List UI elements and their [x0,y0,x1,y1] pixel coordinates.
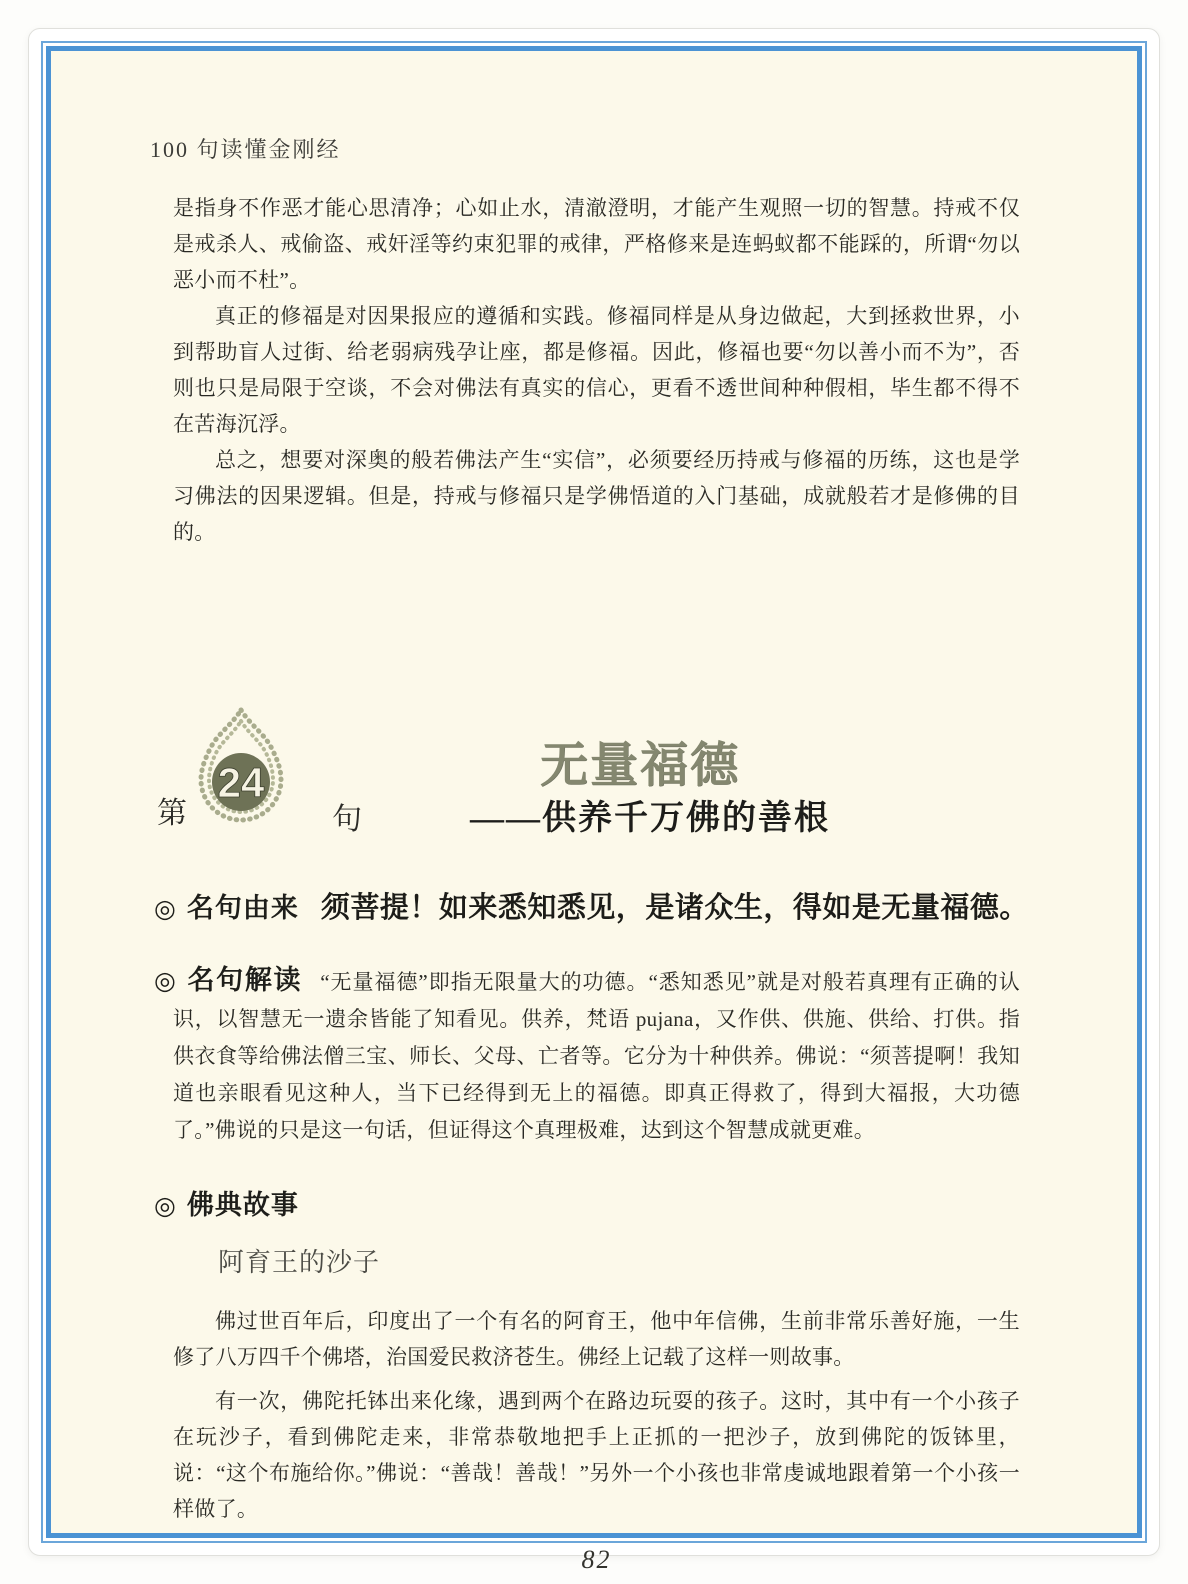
book-page [28,28,1160,1574]
story-paragraph: 有一次，佛陀托钵出来化缘，遇到两个在路边玩耍的孩子。这时，其中有一个小孩子在玩沙子，看到佛陀走来，非常恭敬地把手上正抓的一把沙子，放到佛陀的饭钵里，说：“这个布施给你。”佛说：“善哉！善哉！”另外一个小孩也非常虔诚地跟着第一个小孩一样做了。 [173,1389,1020,1521]
chapter-suffix: 句 [332,803,362,836]
paragraph: 是指身不作恶才能心思清净；心如止水，清澈澄明，才能产生观照一切的智慧。持戒不仅是戒杀人、戒偷盗、戒奸淫等约束犯罪的戒律，严格修来是连蚂蚁都不能踩的，所谓“勿以恶小而不杜”。 [173,196,1020,292]
intro-text-block [173,190,1020,550]
section-marker-icon: ◎ [154,895,177,923]
section-heading-label: 名句由来 [186,893,299,923]
section-heading-interpretation [154,965,302,995]
page-frame-inner [46,46,1142,1574]
section-heading-story [154,1183,1020,1222]
chapter-prefix: 第 [157,797,187,830]
section-heading-label: 佛典故事 [186,1190,299,1220]
chapter-subtitle: ——供养千万佛的善根 [470,800,830,837]
section-marker-icon: ◎ [154,967,178,995]
section-heading-origin [154,886,299,925]
chapter-heading [157,698,1020,873]
page-number: 82 [581,1545,612,1574]
page-frame-outer [41,41,1147,1574]
page-content [51,51,1137,1574]
running-head: 100 句读懂金刚经 [150,137,341,162]
story-subheading: 阿育王的沙子 [218,1248,381,1277]
origin-quote: 须菩提！如来悉知悉见，是诸众生，得如是无量福德。 [320,892,1029,924]
section-heading-label: 名句解读 [187,965,303,995]
section-marker-icon: ◎ [154,1192,177,1220]
story-paragraph: 佛过世百年后，印度出了一个有名的阿育王，他中年信佛，生前非常乐善好施，一生修了八万四千个佛塔，治国爱民救济苍生。佛经上记载了这样一则故事。 [173,1309,1020,1369]
paragraph: 真正的修福是对因果报应的遵循和实践。修福同样是从身边做起，大到拯救世界，小到帮助盲人过街、给老弱病残孕让座，都是修福。因此，修福也要“勿以善小而不为”，否则也只是局限于空谈，不会对佛法有真实的信心，更看不透世间种种假相，毕生都不得不在苦海沉浮。 [173,304,1020,436]
interpretation-text: “无量福德”即指无限量大的功德。“悉知悉见”就是对般若真理有正确的认识，以智慧无一遗余皆能了知看见。供养，梵语 pujana，又作供、供施、供给、打供。指供衣食等给佛法僧三宝、师长、父母、亡者等。它分为十种供养。佛说：“须菩提啊！我知道也亲眼看见这种人，当下已经得到无上的福德。即真正得救了，得到大福报，大功德了。”佛说的只是这一句话，但证得这个真理极难，达到这个智慧成就更难。 [173,970,1021,1142]
chapter-number-badge [193,706,289,842]
section-origin [154,885,1029,926]
chapter-number: 24 [217,759,265,806]
paragraph: 总之，想要对深奥的般若佛法产生“实信”，必须要经历持戒与修福的历练，这也是学习佛法的因果逻辑。但是，持戒与修福只是学佛悟道的入门基础，成就般若才是修佛的目的。 [173,448,1020,544]
chapter-title: 无量福德 [540,739,741,792]
section-interpretation [154,962,1021,1149]
